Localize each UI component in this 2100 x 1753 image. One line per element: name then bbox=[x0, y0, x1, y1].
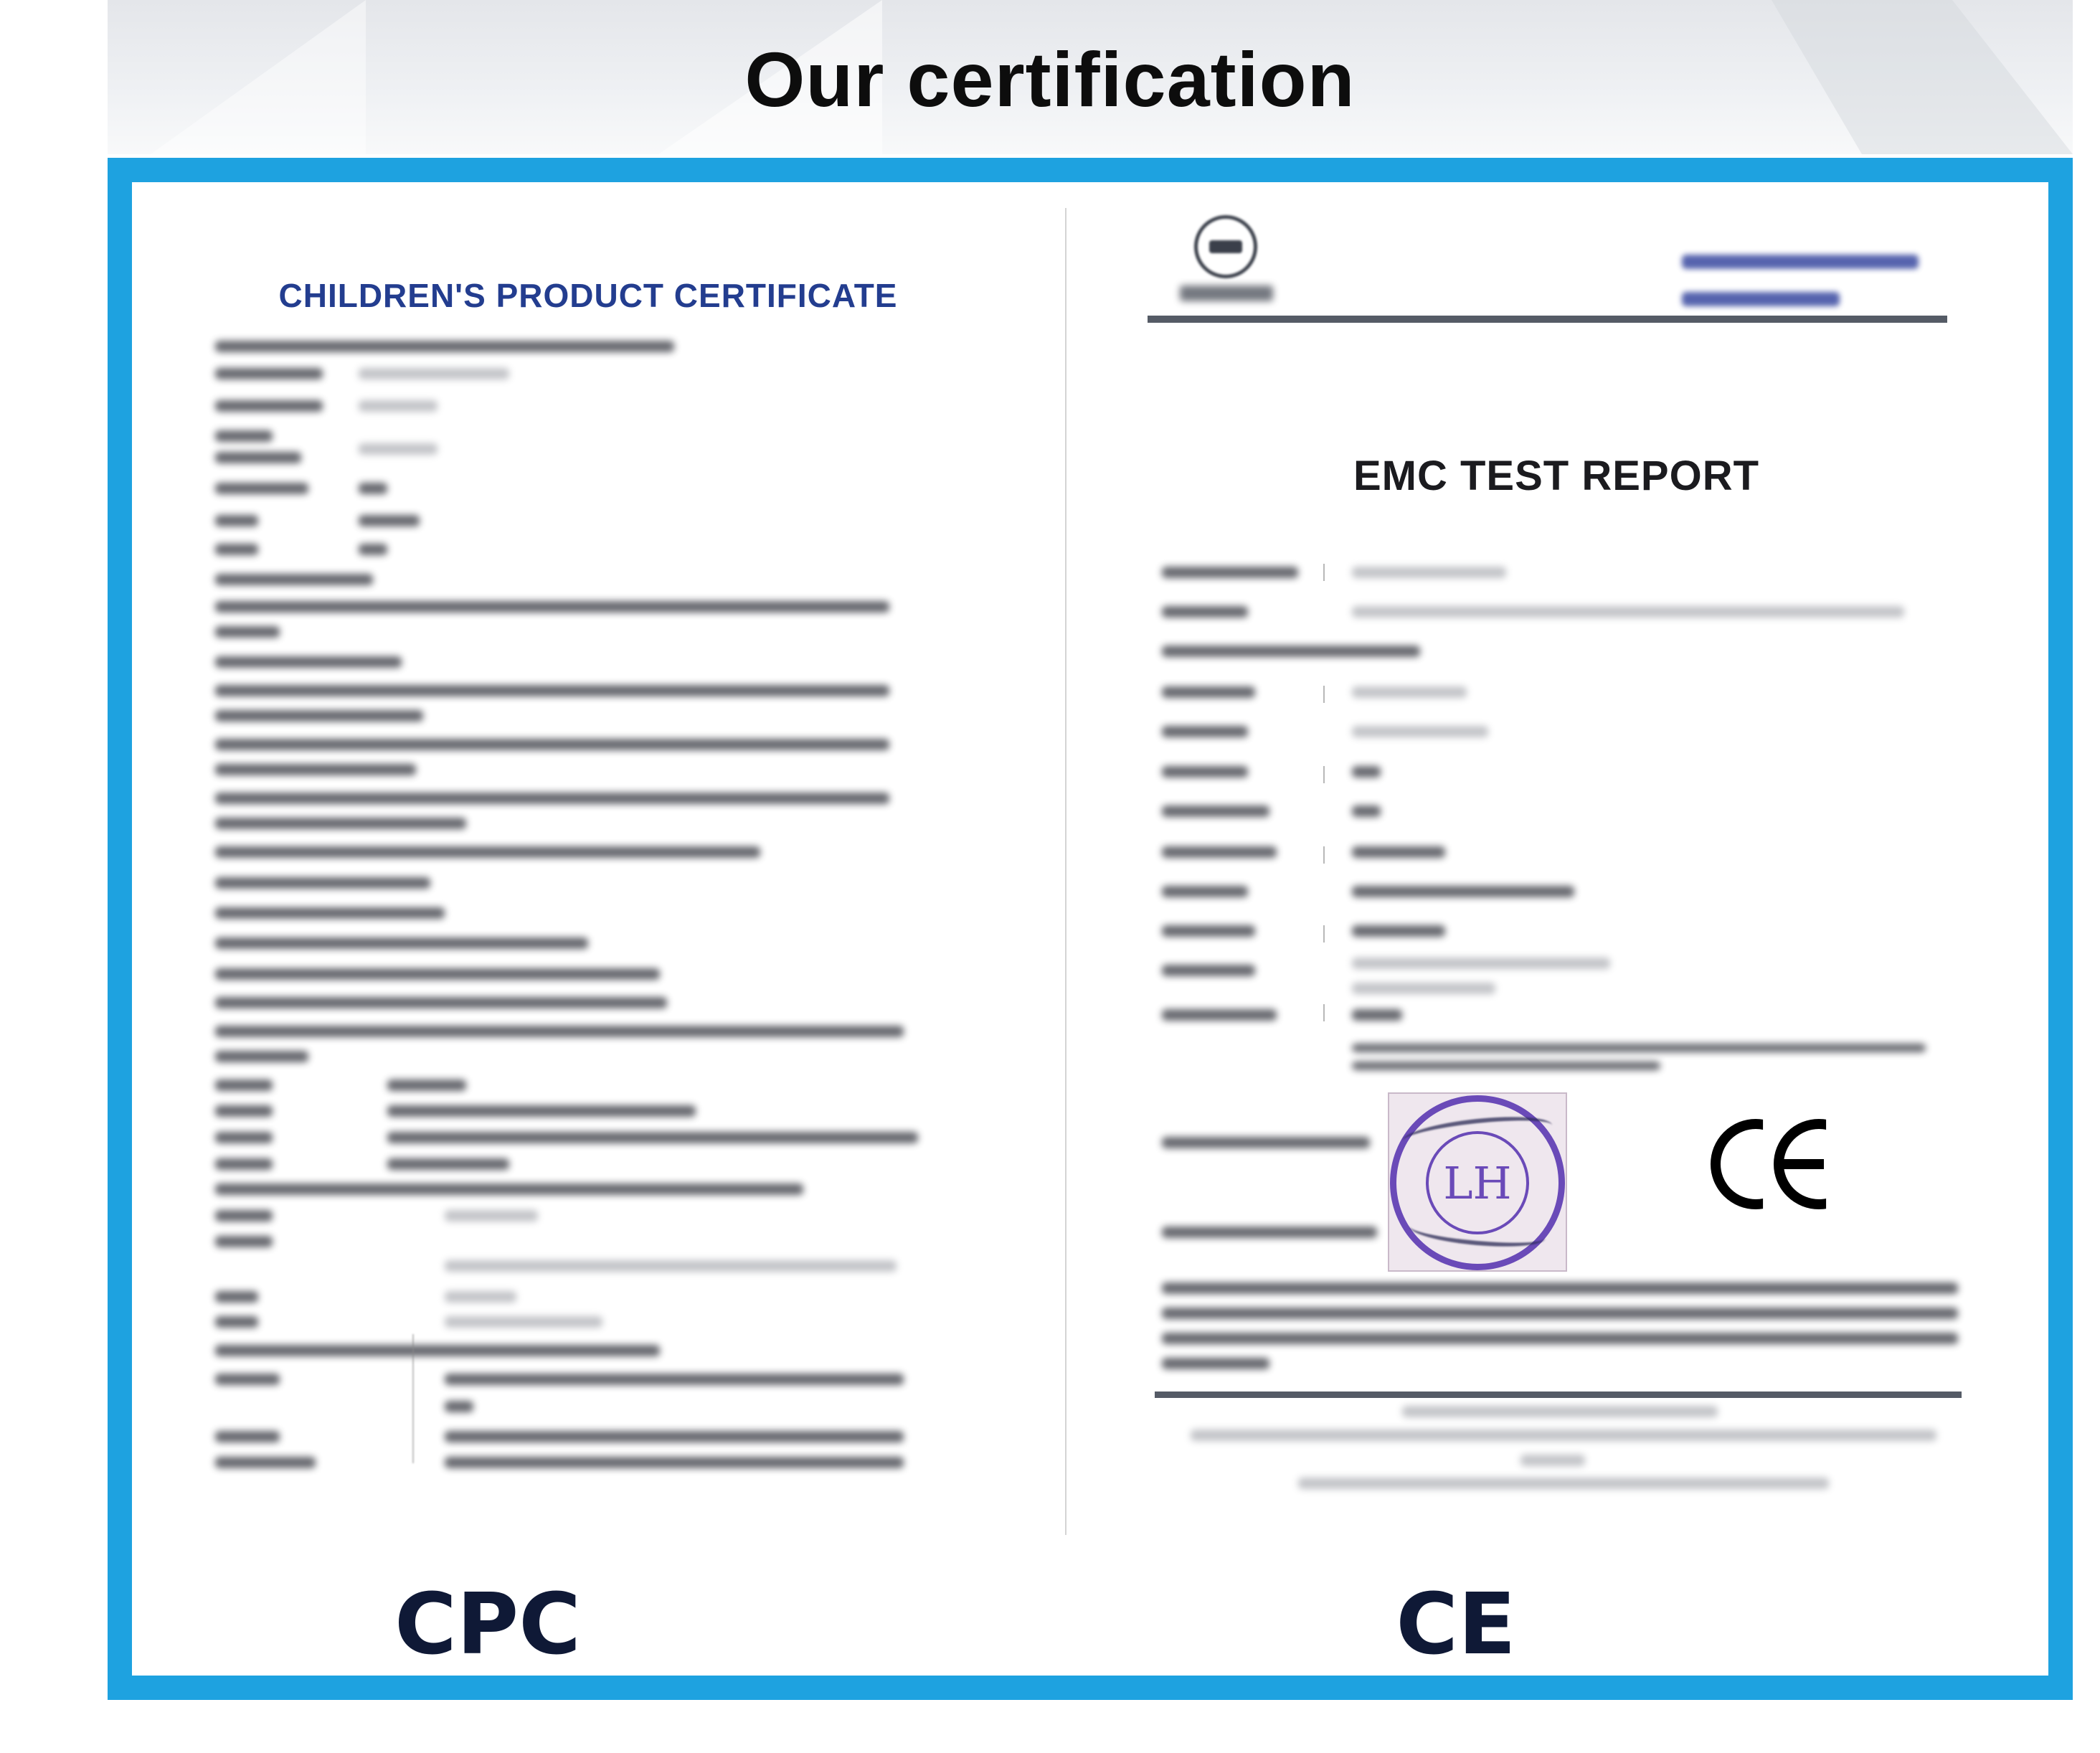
cpc-document-title: CHILDREN'S PRODUCT CERTIFICATE bbox=[278, 277, 898, 314]
certificates-frame bbox=[108, 158, 2073, 1700]
report-header-rule bbox=[1148, 316, 1947, 323]
report-footer-rule bbox=[1155, 1391, 1962, 1398]
certificates-divider bbox=[1065, 208, 1066, 1535]
field-separator bbox=[1323, 925, 1325, 942]
lab-logo-icon bbox=[1194, 215, 1257, 278]
report-page-line bbox=[1682, 292, 1840, 306]
stamp-initials: LH bbox=[1426, 1131, 1529, 1234]
field-separator bbox=[1323, 564, 1325, 581]
cpc-column-rule bbox=[412, 1334, 414, 1463]
emc-document-title: EMC TEST REPORT bbox=[1353, 453, 1760, 499]
ce-mark-icon bbox=[1711, 1119, 1840, 1212]
page-title: Our certification bbox=[744, 36, 1356, 123]
report-number-line bbox=[1682, 255, 1919, 269]
ce-caption: CE bbox=[1396, 1574, 1516, 1673]
field-separator bbox=[1323, 1004, 1325, 1021]
field-separator bbox=[1323, 686, 1325, 703]
cpc-caption: CPC bbox=[394, 1574, 581, 1673]
field-separator bbox=[1323, 766, 1325, 783]
lab-logo-caption bbox=[1180, 285, 1273, 301]
field-separator bbox=[1323, 846, 1325, 864]
